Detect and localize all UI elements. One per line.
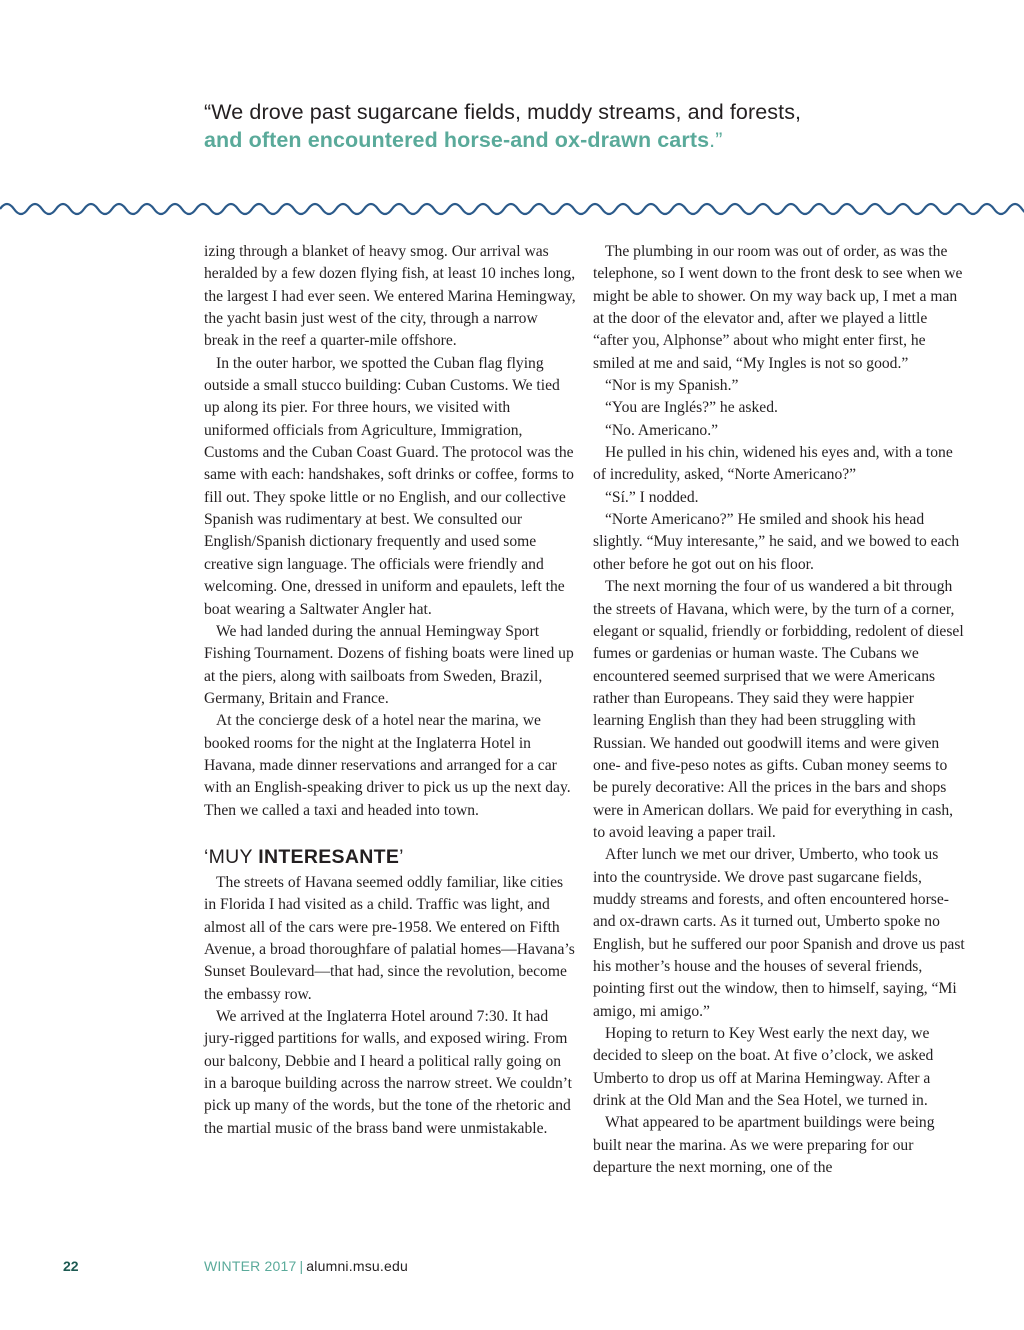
paragraph: After lunch we met our driver, Umberto, who took us into the countryside. We drove past sugarcane fields, muddy streams and forests, and often encountered horse- and ox-drawn carts. As it turned out, Umberto spoke no English, but he suffered our poor Spanish and drove us past his mother’s house and the houses of several friends, pointing first out the window, then to himself, saying, “Mi amigo, mi amigo.” bbox=[593, 846, 965, 1020]
pull-quote-highlight: and often encountered horse-and ox-drawn carts bbox=[204, 128, 710, 152]
wave-divider bbox=[0, 198, 1024, 220]
paragraph: “You are Inglés?” he asked. bbox=[605, 399, 778, 417]
right-column bbox=[593, 241, 965, 1179]
paragraph: The next morning the four of us wandered a bit through the streets of Havana, which were, by the turn of a corner, elegant or squalid, friendly or forbidding, redolent of diesel fumes or gardenias or human waste. The Cubans we encountered seemed surprised that we were Americans rather than Europeans. They said they were happier learning English than they had been struggling with Russian. We handed out goodwill items and were given one- and five-peso notes as gifts. Cuban money seems to be purely decorative: All the prices in the bars and shops were in American dollars. We paid for everything in cash, to avoid leaving a paper trail. bbox=[593, 578, 964, 841]
pull-quote-line-1: We drove past sugarcane fields, muddy streams, and forests, bbox=[211, 100, 802, 124]
left-column bbox=[204, 241, 576, 1140]
page-number: 22 bbox=[63, 1258, 79, 1274]
section-heading-close: ’ bbox=[399, 845, 404, 868]
paragraph: What appeared to be apartment buildings were being built near the marina. As we were preparing for our departure the next morning, one of the bbox=[593, 1114, 935, 1177]
paragraph: The streets of Havana seemed oddly familiar, like cities in Florida I had visited as a child. Traffic was light, and almost all of the cars were pre-1958. We entered on Fifth Avenue, a broad thoroughfare of palatial homes—Havana’s Sunset Boulevard—that had, since the revolution, become the embassy row. bbox=[204, 873, 575, 1003]
paragraph: izing through a blanket of heavy smog. Our arrival was heralded by a few dozen flying fish, at least 10 inches long, the largest I had ever seen. We entered Marina Hemingway, the yacht basin just west of the city, through a narrow break in the reef a quarter-mile offshore. bbox=[204, 243, 576, 350]
footer bbox=[204, 1258, 408, 1274]
pull-quote bbox=[204, 98, 964, 154]
paragraph: “Nor is my Spanish.” bbox=[605, 377, 739, 395]
pull-quote-close: .” bbox=[709, 128, 723, 152]
paragraph: “Norte Americano?” He smiled and shook his head slightly. “Muy interesante,” he said, and we bowed to each other before he got out on his floor. bbox=[593, 511, 960, 573]
paragraph: In the outer harbor, we spotted the Cuban flag flying outside a small stucco building: Cuban Customs. We tied up along its pier. For three hours, we visited with uniformed officials from Agriculture, Immigration, Customs and the Cuban Coast Guard. The protocol was the same with each: handshakes, soft drinks or coffee, forms to fill out. They spoke little or no English, and our collective Spanish was rudimentary at best. We consulted our English/Spanish dictionary frequently and used some creative sign language. The officials were friendly and welcoming. One, dressed in uniform and epaulets, left the boat wearing a Saltwater Angler hat. bbox=[204, 354, 574, 618]
pull-quote-open: “ bbox=[204, 100, 212, 124]
section-heading-open: ‘MUY bbox=[204, 845, 259, 868]
paragraph: We had landed during the annual Hemingway Sport Fishing Tournament. Dozens of fishing boats were lined up at the piers, along with sailboats from Sweden, Brazil, Germany, Britain and France. bbox=[204, 622, 574, 707]
footer-issue: WINTER 2017 bbox=[204, 1258, 297, 1274]
paragraph: The plumbing in our room was out of order, as was the telephone, so I went down to the front desk to see when we might be able to shower. On my way back up, I met a man at the door of the elevator and, after we played a little “after you, Alphonse” about who might enter first, he smiled at me and said, “My Ingles is not so good.” bbox=[593, 243, 963, 372]
section-heading-bold: INTERESANTE bbox=[258, 845, 400, 868]
paragraph: Hoping to return to Key West early the next day, we decided to sleep on the boat. At five o’clock, we asked Umberto to drop us off at Marina Hemingway. After a drink at the Old Man and the Sea Hotel, we turned in. bbox=[593, 1025, 934, 1110]
footer-separator: | bbox=[299, 1258, 304, 1274]
paragraph: “No. Americano.” bbox=[605, 421, 719, 439]
section-heading bbox=[204, 844, 576, 870]
paragraph: He pulled in his chin, widened his eyes and, with a tone of incredulity, asked, “Norte Americano?” bbox=[593, 444, 953, 484]
paragraph: At the concierge desk of a hotel near the marina, we booked rooms for the night at the Inglaterra Hotel in Havana, made dinner reservations and arranged for a car with an English-speaking driver to pick us up the next day. Then we called a taxi and headed into town. bbox=[204, 712, 571, 819]
wave-line bbox=[0, 204, 1024, 214]
paragraph: We arrived at the Inglaterra Hotel around 7:30. It had jury-rigged partitions for walls, and exposed wiring. From our balcony, Debbie and I heard a political rally going on in a baroque building across the narrow street. We couldn’t pick up many of the words, but the tone of the rhetoric and the martial music of the brass band were unmistakable. bbox=[204, 1008, 572, 1137]
paragraph: “Sí.” I nodded. bbox=[605, 488, 699, 506]
footer-site: alumni.msu.edu bbox=[306, 1258, 408, 1274]
